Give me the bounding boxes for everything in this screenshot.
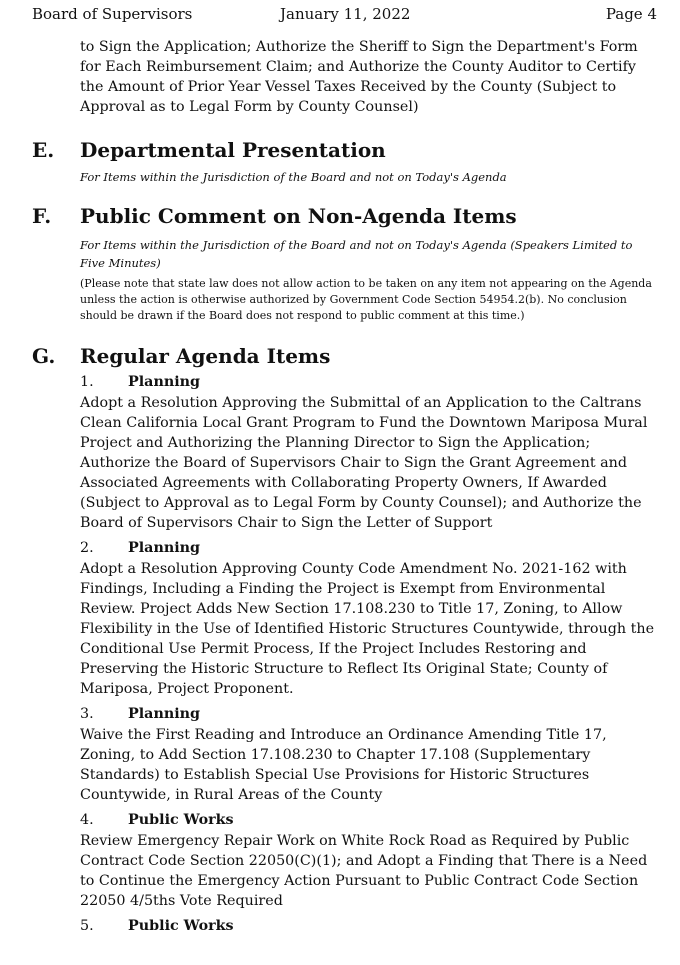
agenda-item [0, 703, 680, 805]
agenda-item [0, 809, 680, 911]
document-body [0, 37, 680, 937]
agenda-item-description: Review Emergency Repair Work on White Rock Road as Required by Public Contract Code Section 22050(C)(1); and Adopt a Finding that There is a Need to Continue the Emergency Action Pursuant to Public Contract Code Section 22050 4/5ths Vote Required [80, 833, 648, 909]
agenda-item-category: Public Works [128, 918, 234, 934]
header-board-name: Board of Supervisors [32, 5, 193, 23]
agenda-item-number: 4. [80, 812, 94, 828]
agenda-item-category: Public Works [128, 812, 234, 828]
section-e [0, 136, 680, 164]
agenda-item-description: Waive the First Reading and Introduce an Ordinance Amending Title 17, Zoning, to Add Section 17.108.230 to Chapter 17.108 (Supplementary Standards) to Establish Special Use Provisions for Historic Structures Countywide, in Rural Areas of the County [80, 727, 607, 803]
section-e-letter: E. [32, 138, 55, 162]
section-f-title: Public Comment on Non-Agenda Items [80, 204, 517, 228]
section-f-letter: F. [32, 204, 52, 228]
agenda-item-description: Adopt a Resolution Approving the Submittal of an Application to the Caltrans Clean California Local Grant Program to Fund the Downtown Mariposa Mural Project and Authorizing the Planning Director to Sign the Application; Authorize the Board of Supervisors Chair to Sign the Grant Agreement and Associated Agreements with Collaborating Property Owners, If Awarded (Subject to Approval as to Legal Form by County Counsel); and Authorize the Board of Supervisors Chair to Sign the Letter of Support [80, 395, 648, 531]
section-e-subtitle: For Items within the Jurisdiction of the Board and not on Today's Agenda [80, 170, 507, 184]
section-f [0, 202, 680, 230]
agenda-item-heading [80, 915, 680, 937]
agenda-item-category: Planning [128, 374, 201, 390]
agenda-item-number: 1. [80, 374, 94, 390]
section-f-subtitle: For Items within the Jurisdiction of the Board and not on Today's Agenda (Speakers Limited to Five Minutes) [80, 238, 633, 270]
agenda-item-number: 5. [80, 918, 94, 934]
section-g-letter: G. [32, 344, 56, 368]
agenda-item-category: Planning [128, 540, 201, 556]
section-g-title: Regular Agenda Items [80, 344, 331, 368]
agenda-item [0, 371, 680, 533]
section-e-title: Departmental Presentation [80, 138, 386, 162]
agenda-item-heading [80, 371, 680, 393]
intro-paragraph: to Sign the Application; Authorize the Sheriff to Sign the Department's Form for Each Reimbursement Claim; and Authorize the County Auditor to Certify the Amount of Prior Year Vessel Taxes Received by the County (Subject to Approval as to Legal Form by County Counsel) [80, 39, 638, 115]
agenda-item-heading [80, 703, 680, 725]
agenda-item-number: 3. [80, 706, 94, 722]
agenda-item-category: Planning [128, 706, 201, 722]
agenda-item-heading [80, 537, 680, 559]
agenda-item-number: 2. [80, 540, 94, 556]
header-date: January 11, 2022 [280, 5, 411, 23]
agenda-item [0, 537, 680, 699]
section-f-note: (Please note that state law does not allow action to be taken on any item not appearing on the Agenda unless the action is otherwise authorized by Government Code Section 54954.2(b). No conclusion should be drawn if the Board does not respond to public comment at this time.) [80, 277, 652, 322]
header-page-number: Page 4 [605, 5, 657, 23]
section-g [0, 342, 680, 370]
agenda-item-description: Adopt a Resolution Approving County Code Amendment No. 2021-162 with Findings, Including a Finding the Project is Exempt from Environmental Review. Project Adds New Section 17.108.230 to Title 17, Zoning, to Allow Flexibility in the Use of Identified Historic Structures Countywide, through the Conditional Use Permit Process, If the Project Includes Restoring and Preserving the Historic Structure to Reflect Its Original State; County of Mariposa, Project Proponent. [80, 561, 655, 697]
agenda-item-heading [80, 809, 680, 831]
agenda-item [0, 915, 680, 937]
